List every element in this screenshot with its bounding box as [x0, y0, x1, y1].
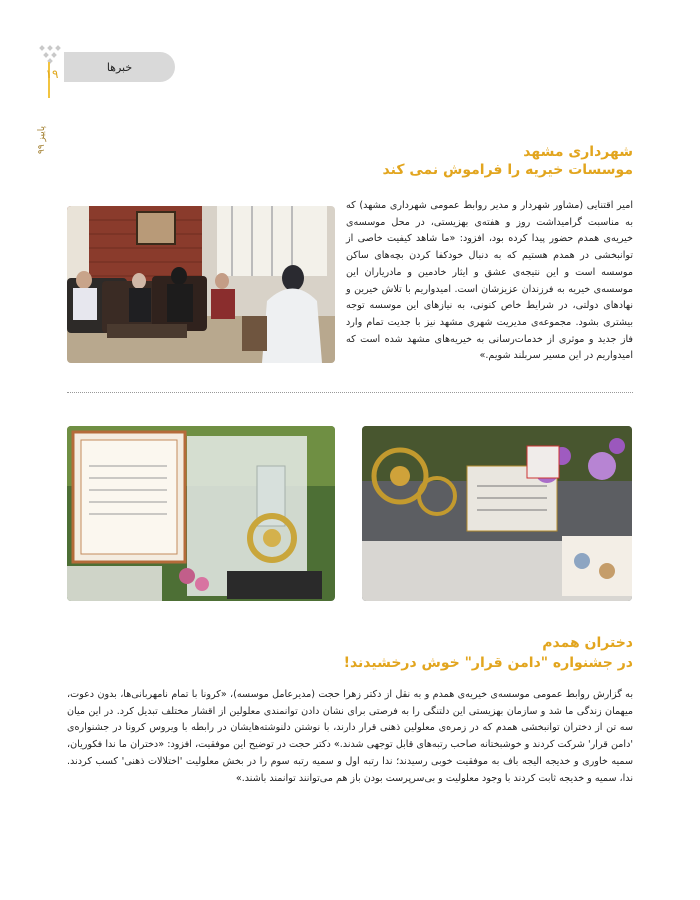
article-1-title-line-1: شهرداری مشهد — [523, 144, 633, 160]
certificate-trophy-photo — [67, 426, 335, 601]
article-2-title-line-1: دختران همدم — [542, 635, 633, 651]
section-label: خبرها — [106, 60, 133, 74]
wheelchair-trophy-photo — [362, 426, 632, 601]
issue-date: پاییز ۹۹ — [37, 126, 47, 154]
article-1-title-line-2: موسسات خیریه را فراموش نمی کند — [382, 162, 633, 178]
section-divider — [67, 392, 633, 393]
article-1-body: امیر اقتنایی (مشاور شهردار و مدیر روابط عمومی شهرداری مشهد) که به مناسبت گرامیداشت روز و هفته‌ی بهزیستی، در محل موسسه‌ی خیریه‌ی همدم حضور پیدا کرده بود، افزود: «ما شاهد کیفیت خاصی از توانبخشی در همدم هستیم که به دنبال خودکفا کردن بچه‌های ساکن موسسه است و این نتیجه‌ی عشق و ایثار خادمین و مادریاران این موسسه‌ی خیریه به فرزندان عزیزشان است. امیدواریم با تلاش خیرین و نهادهای دولتی، در شرایط خاص کنونی، به نیازهای این موسسه توجه بیشتری بشود. مجموعه‌ی مدیریت شهری مشهد نیز با جدیت تمام وارد فاز جدید و موثری از خدمات‌رسانی به خیریه‌های مشهد شده است که امیدواریم در این مسیر سربلند شویم.» — [346, 200, 633, 362]
article-2-body: به گزارش روابط عمومی موسسه‌ی خیریه‌ی همدم و به نقل از دکتر زهرا حجت (مدیرعامل موسسه)، «کرونا با تمام نامهربانی‌ها، بدون دعوت، میهمان زندگی ما شد و سازمان بهزیستی این دلتنگی را به فرصتی برای نشان دادن توانمندی معلولین از اقشار مختلف تبدیل کرد. در این میان سه تن از دختران توانبخشی همدم که در زمره‌ی معلولین ذهنی قرار دارند، با نوشتن دلنوشته‌هایشان در رابطه با ویروس کرونا در جشنواره‌ی 'دامن قرار' شرکت کردند و خوشبختانه صاحب رتبه‌های قابل توجهی شدند.» دکتر حجت در توضیح این موفقیت، افزود: «دختران ما ندا فکوریان، سمیه خاوری و خدیجه الیجه باف به موفقیت خوبی رسیدند؛ ندا رتبه اول و سمیه رتبه سوم را در بخش معلولیت 'اختلالات ذهنی' کسب کردند. ندا، سمیه و خدیجه ثابت کردند با وجود معلولیت و بی‌سرپرست بودن باز هم می‌توانند توانمند باشند.» — [67, 689, 633, 784]
article-2-title-line-2: در جشنواره "دامن قرار" خوش درخشیدند! — [343, 655, 633, 671]
section-tab — [64, 52, 175, 82]
corner-ornament-icon — [38, 44, 62, 64]
meeting-photo — [67, 206, 335, 363]
page-number: ۱۹ — [45, 67, 59, 81]
